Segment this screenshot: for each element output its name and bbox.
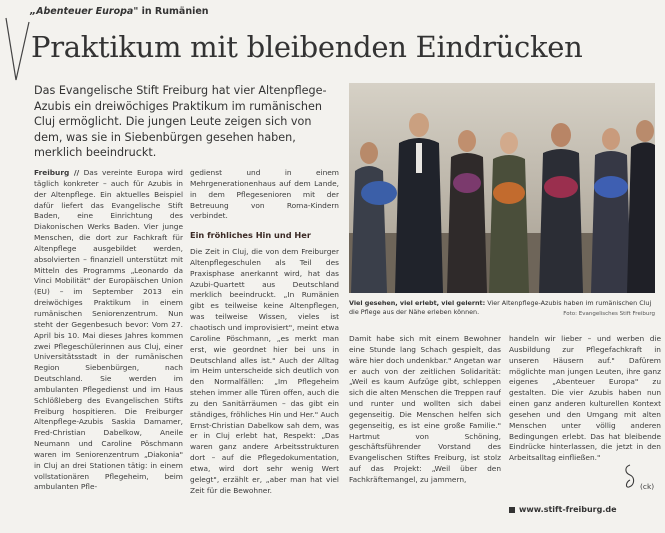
v-brace-mark xyxy=(5,14,31,84)
col2b-text: Die Zeit in Cluj, die von dem Freiburger Altenpflegeschulen als Teil des Praxisphase anerkannt wird, hat das Azubi-Quartett aus Deutschland merklich beeindruckt. „In Rumänien gibt es teilweise keine Altenpflegen, was teilweise Wissen, vieles ist chaotisch und improvisiert", meint etwa Caroline Pöschmann, „es merkt man erst, wie geordnet hier bei uns in Deutschland alles ist." Auch der Alltag im Heim unterscheide sich deutlich von den Normalfällen: „Im Pflegeheim stehen immer alle Türen offen, auch die zu den Sanitärräumen – das gibt ein ständiges, fröhliches Hin und Her." Auch Ernst-Christian Dabelkow sah dem, was er in Cluj erlebt hat, Respekt: „Das waren ganz andere Arbeitsstrukturen dort – auf die Pflegedokumentation, etwa, wird dort sehr wenig Wert gelegt", erzählt er, „aber man hat viel Zeit für die Bewohner. xyxy=(190,247,339,495)
kicker-rest: in Rumänien xyxy=(138,6,209,17)
col3-text: Damit habe sich mit einem Bewohner eine Stunde lang Schach gespielt, das wäre hier doch undenkbar." Angetan war er auch von der zeitlichen Solidarität: „Weil es kaum Aufzüge gibt, schleppen sich die alten Menschen die Treppen rauf und runter und wollten sich dabei gegenseitig. Die Menschen helfen sich gegenseitig, es ist eine große Familie." Hartmut von Schöning, geschäftsführender Vorstand des Evangelischen Stiftes Freiburg, ist stolz auf das Projekt: „Weil über den Fachkräftemangel, zu jammern, xyxy=(349,334,501,484)
kicker xyxy=(30,6,209,17)
group-photo-illustration xyxy=(349,83,655,293)
article-column-4 xyxy=(509,334,661,484)
group-photo xyxy=(349,83,655,293)
lead-paragraph: Das Evangelische Stift Freiburg hat vier Altenpflege-Azubis ein dreiwöchiges Praktikum im rumänischen Cluj ermöglicht. Die jungen Leute zeigen sich von dem, was sie in Siebenbürgen gesehen haben, merklich beeindruckt. xyxy=(34,84,327,160)
photo-credit: Foto: Evangelisches Stift Freiburg xyxy=(563,311,655,317)
col4-text: handeln wir lieber – und werben die Ausbildung zur Pflegefachkraft in unseren Häusern auf." Dafürem möglichte man jungen Leuten, ihre ganz eigenes „Abenteuer Europa" zu gestalten. Die vier Azubis haben nun einen ganz anderen kulturellen Kontext gesehen und den Umgang mit alten Menschen unter völlig anderen Bedingungen erlebt. Das hat bleibende Eindrücke hinterlassen, die jetzt in den Arbeitsalltag einfließen." xyxy=(509,334,661,463)
headline: Praktikum mit bleibenden Eindrücken xyxy=(31,30,583,64)
website-url: www.stift-freiburg.de xyxy=(519,505,617,514)
caption-text: Vier Altenpflege-Azubis haben im rumänischen Cluj die Pflege aus der Nähe erleben können. xyxy=(349,299,652,316)
col1-text: Das vereinte Europa wird täglich konkreter – auch für Azubis in der Altenpflege. Ein aktuelles Beispiel dafür liefert das Evangelische Stift Baden, eine Einrichtung des Diakonischen Werks Baden. Vier junge Menschen, die dort zur Fachkraft für Altenpflege ausgebildet werden, absolvierten – finanziell unterstützt mit Mitteln des Programms „Leonardo da Vinci Mobilität" der Europäischen Union (EU) – im September 2013 ein dreiwöchiges Praktikum in einem rumänischen Seniorenzentrum. Nun steht der Gegenbesuch bevor: Vom 27. April bis 10. Mai dieses Jahres kommen zwei Pflegeschülerinnen aus Cluj, einer Universitätsstadt in der rumänischen Region Siebenbürgen, nach Deutschland. Sie werden im ambulanten Pflegedienst und im Haus Schlößleberg des Evangelischen Stifts Freiburg hospitieren. Die Freiburger Altenpflege-Azubis Saskia Damamer, Fred-Christian Dabelkow, Aneile Neumann und Caroline Pöschmann waren im Seniorenzentrum „Diakonia" in Cluj an drei Stationen tätig: in einem vollstationären Pflegeheim, beim ambulanten Pfle- xyxy=(34,168,183,492)
article-column-2 xyxy=(190,168,339,523)
article-column-3 xyxy=(349,334,501,524)
col2a-text: gedienst und in einem Mehrgenerationenhaus auf dem Lande, in dem Pflegesenioren mit der Betreuung von Roma-Kindern verbindet. xyxy=(190,168,339,221)
caption-lead: Viel gesehen, viel erlebt, viel gelernt: xyxy=(349,299,486,307)
website-link[interactable] xyxy=(509,505,617,514)
article-column-1 xyxy=(34,168,183,523)
byline: Freiburg // xyxy=(34,168,80,177)
author-signature: (ck) xyxy=(640,482,655,491)
handwritten-mark xyxy=(623,463,637,489)
kicker-series: „Abenteuer Europa" xyxy=(30,6,139,17)
bullet-square-icon xyxy=(509,507,515,513)
subheading: Ein fröhliches Hin und Her xyxy=(190,230,311,241)
